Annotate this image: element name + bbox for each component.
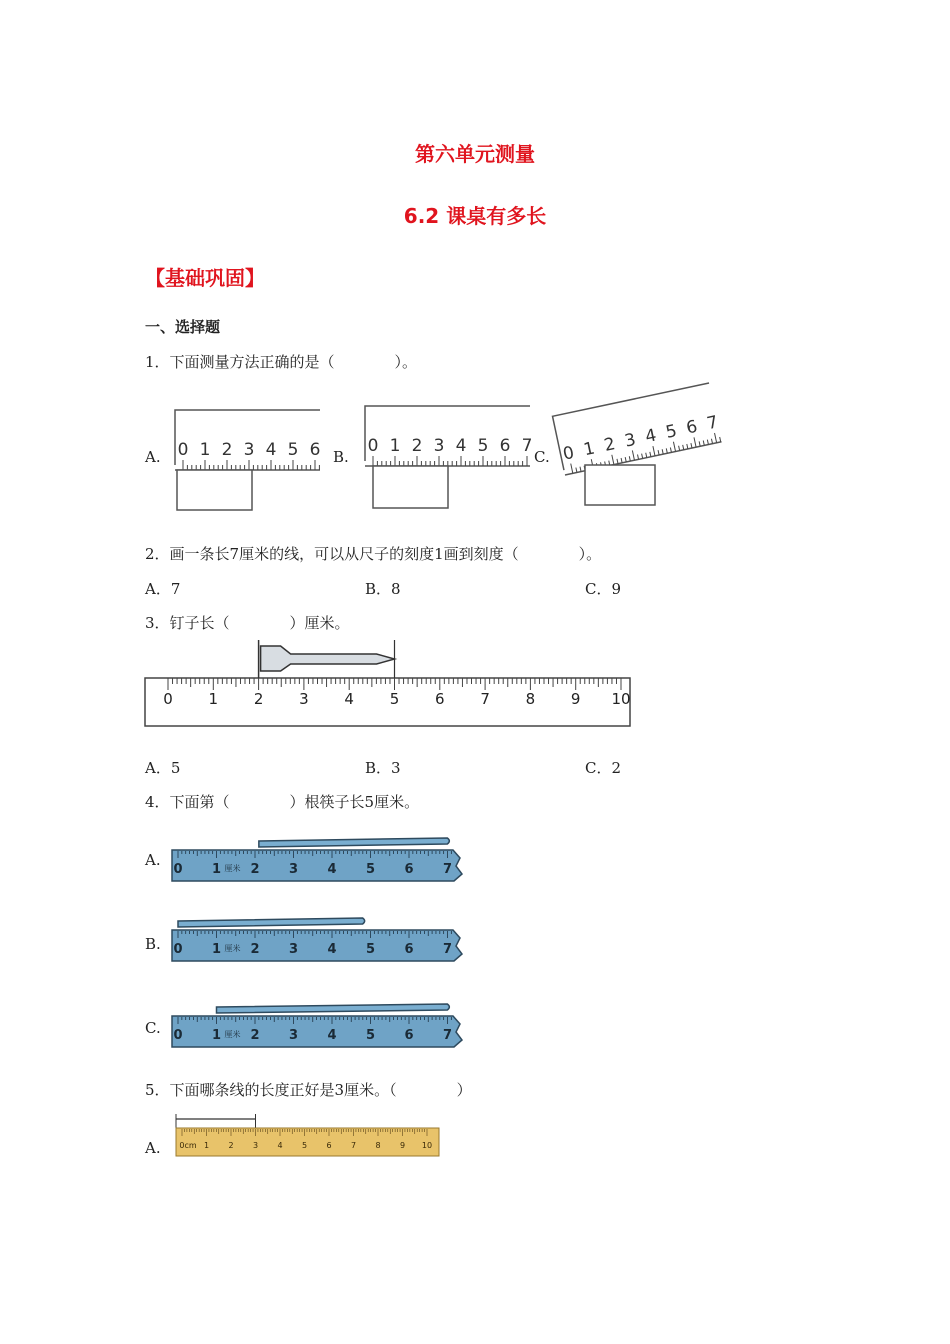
ruler-number: 7: [442, 942, 453, 957]
q4-option-b: B.: [145, 935, 161, 953]
ruler-number: 5: [663, 421, 679, 443]
ruler-number: 1: [208, 690, 219, 708]
lesson-title: 6.2 课桌有多长: [403, 204, 547, 228]
q4-figure-a: [168, 830, 468, 885]
ruler-number: 4: [327, 862, 337, 877]
ruler-number: 2: [221, 440, 233, 460]
ruler-number: 7: [442, 1028, 453, 1043]
ruler-number: 0: [173, 942, 183, 957]
ruler-number: 3: [243, 440, 255, 460]
ruler-number: 7: [480, 690, 490, 708]
ruler-tick: [612, 455, 614, 465]
ruler-number: 5: [365, 942, 376, 957]
ruler-tick: [703, 441, 704, 446]
ruler-tick: [653, 446, 655, 456]
ruler-tick: [720, 437, 721, 442]
ruler-tick: [673, 442, 675, 452]
ruler-tick: [571, 464, 573, 474]
ruler-unit: 厘米: [224, 1030, 241, 1039]
ruler-tick: [666, 448, 667, 453]
q5-ruler-figure: [172, 1112, 444, 1162]
q2-option-b: B．8: [365, 580, 401, 598]
ruler-tick: [711, 439, 712, 444]
unit-title: 第六单元测量: [415, 142, 535, 166]
ruler-number: 2: [253, 690, 264, 708]
ruler-number: 7: [705, 412, 720, 435]
ruler-number: 0: [177, 440, 189, 460]
ruler-number: 0: [367, 436, 379, 456]
ruler-number: 5: [287, 440, 299, 460]
ruler-number: 0: [561, 442, 577, 465]
question-5-stem: 5．下面哪条线的长度正好是3厘米。（ ）: [145, 1081, 472, 1099]
ruler-number: 7: [521, 436, 533, 456]
ruler-tick: [687, 444, 688, 449]
ruler-number: 3: [252, 1141, 259, 1150]
ruler-number: 4: [265, 440, 277, 460]
ruler-tick: [580, 467, 581, 472]
ruler-number: 7: [442, 862, 453, 877]
ruler-number: 8: [525, 690, 536, 708]
q3-option-a: A．5: [145, 759, 181, 777]
ruler-number: 4: [327, 1028, 337, 1043]
q1-figure-c: [560, 395, 735, 515]
ruler-number: 1: [581, 438, 597, 461]
chopstick: [259, 838, 450, 847]
ruler-tick: [715, 433, 717, 443]
q4-option-c: C.: [145, 1019, 161, 1037]
ruler: [553, 383, 722, 475]
ruler-number: 1: [211, 1028, 222, 1043]
ruler-number: 2: [250, 862, 260, 877]
q2-option-a: A．7: [145, 580, 181, 598]
ruler-number: 0: [173, 1028, 183, 1043]
ruler: [365, 406, 532, 466]
ruler-number: 1: [389, 436, 401, 456]
question-3-stem: 3．钉子长（ ）厘米。: [145, 614, 350, 632]
question-4-stem: 4．下面第（ ）根筷子长5厘米。: [145, 793, 420, 811]
q1-option-c: C.: [534, 448, 550, 466]
chopstick: [178, 918, 365, 927]
ruler-number: 6: [499, 436, 511, 456]
ruler-number: 1: [199, 440, 211, 460]
ruler-tick: [625, 457, 626, 462]
ruler-number: 2: [250, 942, 260, 957]
ruler-tick: [658, 450, 659, 455]
ruler-number: 3: [622, 429, 638, 452]
ruler-tick: [617, 459, 618, 464]
ruler-number: 7: [350, 1141, 357, 1150]
ruler: [175, 410, 320, 470]
ruler-number: 4: [344, 690, 354, 708]
ruler-tick: [662, 449, 663, 454]
ruler-number: 3: [288, 942, 299, 957]
q1-option-b: B.: [333, 448, 349, 466]
ruler-number: 2: [250, 1028, 260, 1043]
ruler-number: 5: [301, 1141, 308, 1150]
measured-box: [373, 466, 448, 508]
ruler-number: 5: [365, 1028, 376, 1043]
ruler-number: 0cm: [179, 1141, 197, 1150]
q1-figure-a: [170, 405, 325, 520]
ruler-number: 3: [299, 690, 309, 708]
ruler-number: 1: [211, 942, 222, 957]
ruler-number: 1: [203, 1141, 210, 1150]
ruler-number: 5: [477, 436, 489, 456]
ruler-number: 9: [399, 1141, 406, 1150]
measured-box: [177, 470, 252, 510]
q4-figure-b: [168, 910, 468, 965]
ruler-number: 2: [411, 436, 423, 456]
ruler-number: 6: [435, 690, 445, 708]
ruler-tick: [629, 456, 630, 461]
question-2-stem: 2．画一条长7厘米的线，可以从尺子的刻度1画到刻度（ ）。: [145, 545, 602, 563]
ruler-tick: [691, 443, 692, 448]
q4-option-a: A.: [145, 851, 161, 869]
ruler-number: 4: [455, 436, 467, 456]
ruler-tick: [707, 440, 708, 445]
ruler-tick: [576, 468, 577, 473]
ruler-number: 10: [611, 690, 631, 708]
ruler-tick: [699, 441, 700, 446]
ruler-number: 5: [365, 862, 376, 877]
q4-figure-c: [168, 996, 468, 1051]
ruler-number: 0: [163, 690, 173, 708]
ruler-number: 6: [404, 862, 414, 877]
q5-option-a: A.: [145, 1139, 161, 1157]
ruler-number: 10: [421, 1141, 433, 1150]
q3-nail-ruler-figure: [140, 638, 635, 733]
ruler-number: 3: [433, 436, 445, 456]
ruler-number: 3: [288, 1028, 299, 1043]
ruler-tick: [642, 454, 643, 459]
ruler-tick: [679, 446, 680, 451]
ruler-tick: [670, 447, 671, 452]
ruler-number: 1: [211, 862, 222, 877]
chopstick: [217, 1004, 450, 1013]
part-title: 一、选择题: [145, 318, 221, 336]
q3-option-b: B．3: [365, 759, 401, 777]
ruler-unit: 厘米: [224, 864, 241, 873]
ruler-number: 2: [228, 1141, 234, 1150]
q2-option-c: C．9: [585, 580, 622, 598]
ruler-number: 6: [404, 942, 414, 957]
ruler-number: 3: [288, 862, 299, 877]
ruler-tick: [694, 437, 696, 447]
ruler-tick: [683, 445, 684, 450]
ruler-number: 6: [404, 1028, 414, 1043]
ruler-tick: [646, 453, 647, 458]
ruler-tick: [638, 454, 639, 459]
ruler-number: 4: [277, 1141, 283, 1150]
measured-box: [585, 465, 655, 505]
ruler-number: 6: [326, 1141, 332, 1150]
question-1-stem: 1．下面测量方法正确的是（ ）。: [145, 353, 418, 371]
nail: [261, 646, 395, 671]
ruler-tick: [650, 452, 651, 457]
q1-figure-b: [360, 403, 535, 518]
ruler-number: 6: [684, 416, 700, 439]
ruler-number: 5: [389, 690, 400, 708]
ruler-number: 0: [173, 862, 183, 877]
ruler-number: 9: [570, 690, 581, 708]
ruler-tick: [632, 450, 634, 460]
q3-option-c: C．2: [585, 759, 622, 777]
ruler-number: 8: [375, 1141, 381, 1150]
ruler-number: 2: [602, 434, 618, 456]
ruler-unit: 厘米: [224, 944, 241, 953]
ruler-number: 4: [643, 425, 659, 448]
section-label: 【基础巩固】: [145, 266, 265, 290]
ruler-tick: [621, 458, 622, 463]
q1-option-a: A.: [145, 448, 161, 466]
ruler-number: 4: [327, 942, 337, 957]
ruler-number: 6: [309, 440, 321, 460]
